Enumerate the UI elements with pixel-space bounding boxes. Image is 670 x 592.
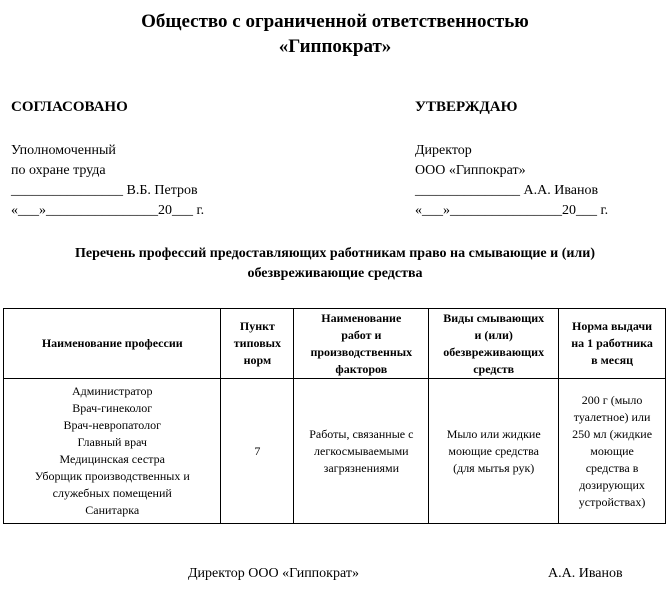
cell-line: легкосмываемыми (314, 443, 409, 458)
cell-line: Врач-гинеколог (72, 401, 153, 415)
cell-line: 200 г (мыло (581, 392, 643, 407)
cell-line: средств (473, 361, 515, 376)
footer-director-name: А.А. Иванов (548, 566, 623, 581)
list-title-line2: обезвреживающие средства (247, 266, 423, 281)
agreed-position-line1: Уполномоченный (11, 143, 116, 158)
cell-line: Санитарка (85, 503, 140, 517)
agreed-heading: СОГЛАСОВАНО (11, 99, 128, 115)
cell-line: в месяц (591, 353, 633, 367)
cell-line: дозирующих (579, 477, 645, 492)
organization-title (0, 9, 670, 59)
header-item (221, 309, 294, 379)
cell-line: средства в (585, 460, 639, 475)
cell-line: туалетное) или (573, 409, 651, 424)
approved-position-line1: Директор (415, 143, 472, 158)
cell-line: служебных помещений (52, 486, 172, 500)
organization-title-line2: «Гиппократ» (278, 36, 392, 57)
agreed-position-line2: по охране труда (11, 163, 106, 178)
cell-line: Наименование профессии (41, 336, 183, 350)
cell-line: и (или) (474, 327, 513, 342)
approved-position-line2: ООО «Гиппократ» (415, 163, 526, 178)
approved-signature-line: _______________ А.А. Иванов (415, 183, 599, 198)
agreed-block (11, 97, 311, 221)
approved-date-line: «___»________________20___ г. (415, 203, 609, 218)
list-title (0, 244, 655, 284)
table-row (4, 379, 666, 524)
cell-line: Наименование (321, 310, 402, 325)
cell-line: 7 (254, 443, 261, 458)
cell-line: Администратор (72, 384, 153, 398)
cell-item (221, 379, 294, 524)
organization-title-line1: Общество с ограниченной ответственностью (141, 11, 529, 32)
header-means (429, 309, 559, 379)
cell-line: производственных (310, 344, 413, 359)
cell-line: Мыло или жидкие (446, 426, 541, 441)
cell-line: факторов (335, 361, 388, 376)
table-header-row (4, 309, 666, 379)
cell-line: Главный врач (77, 435, 147, 449)
cell-line: Врач-невропатолог (63, 418, 162, 432)
cell-means (429, 379, 559, 524)
cell-line: 250 мл (жидкие (572, 426, 653, 441)
approved-block (415, 97, 665, 221)
cell-line: типовых (233, 336, 282, 350)
approved-heading: УТВЕРЖДАЮ (415, 99, 518, 115)
cell-line: Медицинская сестра (59, 452, 165, 466)
cell-line: Пункт (239, 319, 275, 333)
agreed-date-line: «___»________________20___ г. (11, 203, 205, 218)
cell-line: норм (243, 353, 272, 367)
agreed-signature-line: ________________ В.Б. Петров (11, 183, 198, 198)
cell-line: Уборщик производственных и (34, 469, 190, 483)
header-works (294, 309, 429, 379)
cell-line: моющие (590, 443, 634, 458)
cell-professions (4, 379, 221, 524)
cell-line: моющие средства (448, 443, 539, 458)
cell-line: (для мытья рук) (453, 460, 535, 475)
cell-line: Работы, связанные с (309, 426, 414, 441)
cell-line: устройствах) (578, 494, 646, 509)
header-norm (559, 309, 666, 379)
cell-line: на 1 работника (571, 336, 653, 350)
cell-norm (559, 379, 666, 524)
cell-line: загрязнениями (323, 460, 399, 475)
professions-table (3, 308, 666, 524)
cell-line: Виды смывающих (443, 310, 545, 325)
header-profession (4, 309, 221, 379)
cell-works (294, 379, 429, 524)
list-title-line1: Перечень профессий предоставляющих работникам право на смывающие и (или) (74, 246, 596, 261)
cell-line: Норма выдачи (572, 319, 653, 333)
cell-line: работ и (341, 327, 382, 342)
footer-director-title: Директор ООО «Гиппократ» (188, 566, 359, 581)
cell-line: обезвреживающих (443, 344, 545, 359)
